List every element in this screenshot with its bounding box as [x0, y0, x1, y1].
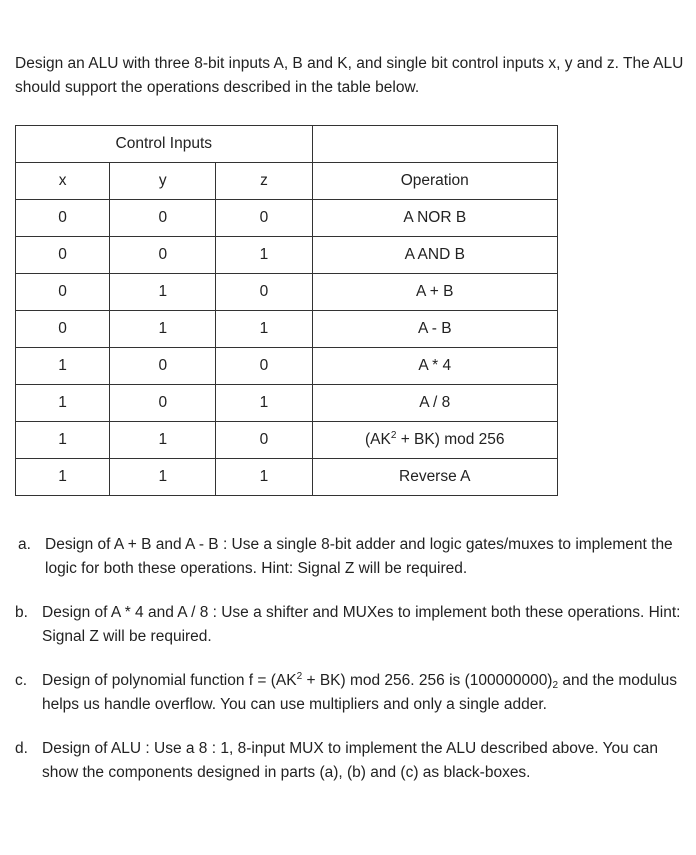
part-d-text: Design of ALU : Use a 8 : 1, 8-input MUX to implement the ALU described above. You can show the components designed in parts (a), (b) and (c) as black-boxes. [42, 740, 659, 781]
header-y: y [110, 163, 216, 200]
question-parts [15, 533, 685, 805]
part-b-text: Design of A * 4 and A / 8 : Use a shifter and MUXes to implement both these operations. Hint: Signal Z will be required. [42, 604, 681, 645]
cell-y: 0 [110, 348, 216, 385]
cell-x: 0 [16, 311, 110, 348]
part-b [15, 601, 685, 649]
cell-x: 1 [16, 459, 110, 496]
operations-table [15, 125, 558, 496]
table-row [16, 422, 558, 459]
cell-x: 1 [16, 422, 110, 459]
cell-z: 0 [216, 274, 312, 311]
table-group-header-row [16, 126, 558, 163]
cell-operation: A * 4 [312, 348, 557, 385]
cell-operation [312, 422, 557, 459]
cell-x: 0 [16, 237, 110, 274]
table-row [16, 200, 558, 237]
part-a-letter: a. [18, 536, 31, 553]
cell-z: 1 [216, 311, 312, 348]
intro-paragraph: Design an ALU with three 8-bit inputs A, B and K, and single bit control inputs x, y and z. The ALU should support the operations described in the table below. [15, 55, 684, 96]
cell-operation: A / 8 [312, 385, 557, 422]
operation-text-pre: (AK [364, 431, 391, 448]
cell-y: 0 [110, 237, 216, 274]
cell-operation: A - B [312, 311, 557, 348]
table-row [16, 274, 558, 311]
operation-superscript: 2 [390, 430, 397, 441]
part-c-superscript: 2 [296, 671, 303, 682]
part-a [18, 533, 688, 581]
cell-x: 0 [16, 200, 110, 237]
cell-operation: A AND B [312, 237, 557, 274]
table-row [16, 348, 558, 385]
part-c-text-3: and the modulus helps us handle overflow. You can use multipliers and only a single adder. [42, 672, 677, 713]
cell-y: 1 [110, 311, 216, 348]
header-operation: Operation [312, 163, 557, 200]
table-row [16, 459, 558, 496]
cell-y: 1 [110, 422, 216, 459]
cell-x: 1 [16, 385, 110, 422]
cell-z: 1 [216, 237, 312, 274]
cell-operation: A + B [312, 274, 557, 311]
empty-header-cell [312, 126, 557, 163]
part-a-text: Design of A + B and A - B : Use a single 8-bit adder and logic gates/muxes to implement the logic for both these operations. Hint: Signal Z will be required. [45, 536, 673, 577]
part-c-subscript: 2 [552, 680, 559, 691]
cell-x: 1 [16, 348, 110, 385]
part-c [15, 669, 685, 717]
cell-z: 1 [216, 385, 312, 422]
table-row [16, 385, 558, 422]
part-d-letter: d. [15, 740, 28, 757]
part-c-letter: c. [15, 672, 28, 689]
cell-z: 0 [216, 348, 312, 385]
cell-y: 1 [110, 274, 216, 311]
control-inputs-header: Control Inputs [16, 126, 313, 163]
cell-y: 0 [110, 385, 216, 422]
cell-z: 0 [216, 200, 312, 237]
header-x: x [16, 163, 110, 200]
operation-text-post: + BK) mod 256 [396, 431, 505, 448]
cell-z: 1 [216, 459, 312, 496]
table-header-row [16, 163, 558, 200]
cell-operation: Reverse A [312, 459, 557, 496]
header-z: z [216, 163, 312, 200]
part-d [15, 737, 685, 785]
part-c-text-2: + BK) mod 256. 256 is (100000000) [302, 672, 553, 689]
cell-operation: A NOR B [312, 200, 557, 237]
cell-x: 0 [16, 274, 110, 311]
cell-z: 0 [216, 422, 312, 459]
part-b-letter: b. [15, 604, 28, 621]
cell-y: 1 [110, 459, 216, 496]
table-row [16, 311, 558, 348]
cell-y: 0 [110, 200, 216, 237]
table-row [16, 237, 558, 274]
part-c-text-1: Design of polynomial function f = (AK [42, 672, 297, 689]
